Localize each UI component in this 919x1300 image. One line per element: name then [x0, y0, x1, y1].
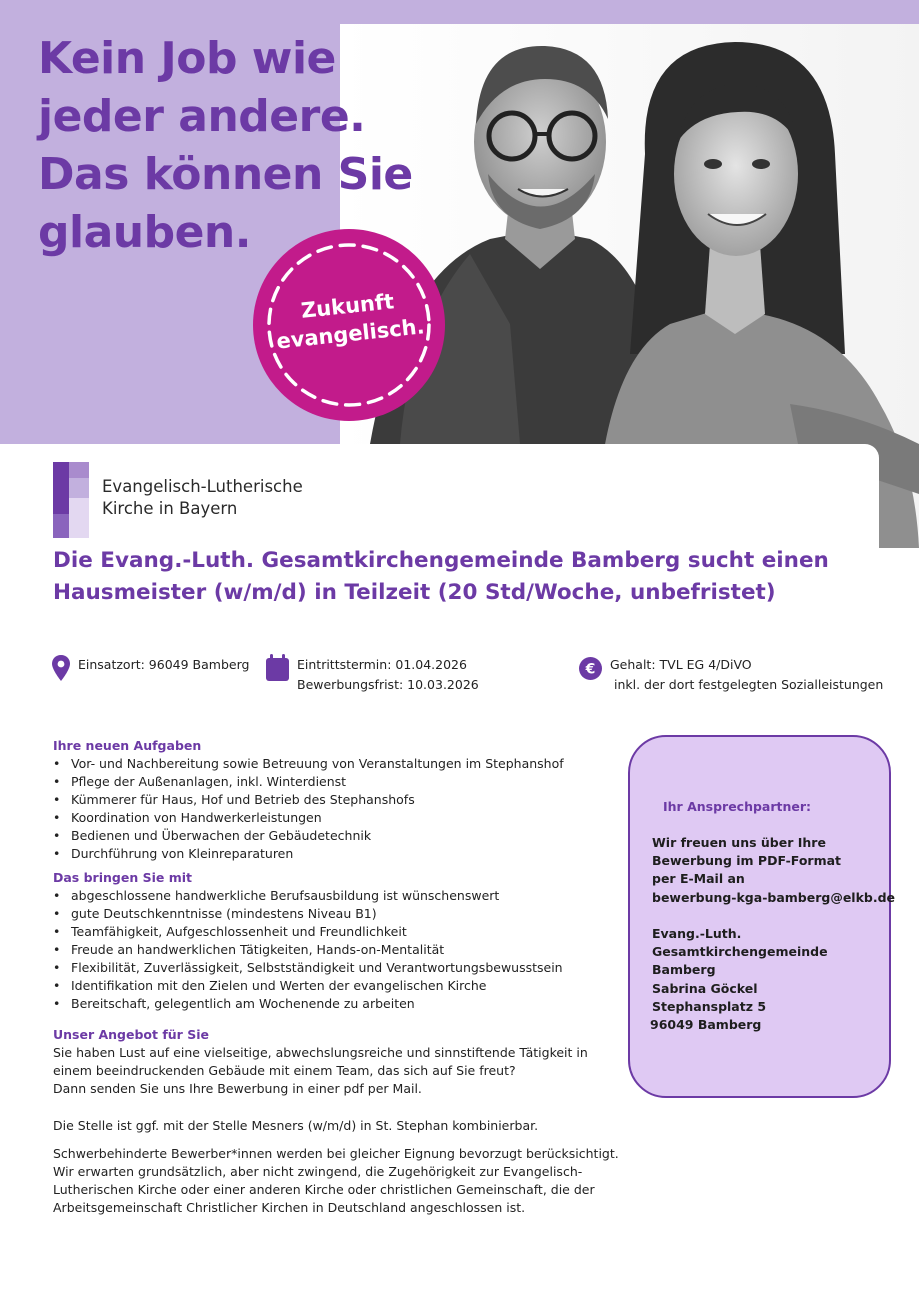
logo-line-2: Kirche in Bayern [102, 499, 238, 518]
location-text: Einsatzort: 96049 Bamberg [78, 657, 250, 672]
badge-line-1: Zukunft [299, 289, 396, 323]
spacer [652, 907, 895, 925]
address-line: Gesamtkirchengemeinde [652, 944, 828, 960]
logo-line-1: Evangelisch-Lutherische [102, 477, 303, 496]
list-item: • Identifikation mit den Zielen und Werten der evangelischen Kirche [53, 977, 623, 995]
equality-text-line: Arbeitsgemeinschaft Christlicher Kirchen in Deutschland angeschlossen ist. [53, 1199, 526, 1215]
deadline-text: Bewerbungsfrist: 10.03.2026 [297, 677, 479, 692]
address-line: Bamberg [652, 962, 716, 978]
list-item: • Flexibilität, Zuverlässigkeit, Selbstständigkeit und Verantwortungsbewusstsein [53, 959, 623, 977]
list-item: • Vor- und Nachbereitung sowie Betreuung von Veranstaltungen im Stephanshof [53, 755, 623, 773]
equality-text-line: Schwerbehinderte Bewerber*innen werden bei gleicher Eignung bevorzugt berücksichtigt. [53, 1145, 619, 1161]
headline-line-4: glauben. [38, 207, 251, 258]
salary-text: Gehalt: TVL EG 4/DiVO [610, 657, 752, 672]
list-item: • Bedienen und Überwachen der Gebäudetechnik [53, 827, 623, 845]
list-item: • Freude an handwerklichen Tätigkeiten, Hands-on-Mentalität [53, 941, 623, 959]
requirements-list [53, 887, 623, 1014]
equality-text-line: Wir erwarten grundsätzlich, aber nicht zwingend, die Zugehörigkeit zur Evangelisch- [53, 1163, 583, 1179]
requirements-heading: Das bringen Sie mit [53, 869, 192, 885]
headline-line-3: Das können Sie [38, 149, 413, 200]
job-title-line-1: Die Evang.-Luth. Gesamtkirchengemeinde Bamberg sucht einen [53, 548, 829, 573]
list-item: • Kümmerer für Haus, Hof und Betrieb des Stephanshofs [53, 791, 623, 809]
job-title [53, 545, 883, 609]
tasks-list [53, 755, 623, 864]
combination-note: Die Stelle ist ggf. mit der Stelle Mesners (w/m/d) in St. Stephan kombinierbar. [53, 1117, 539, 1133]
job-details [53, 737, 623, 1217]
euro-icon [579, 657, 602, 680]
elkb-logo-icon [53, 462, 89, 538]
address-line: Evang.-Luth. [652, 926, 742, 941]
address-line: Sabrina Göckel [652, 980, 758, 996]
address-line: 96049 Bamberg [650, 1017, 762, 1033]
location-pin-icon [52, 655, 70, 681]
equality-text-line: Lutherischen Kirche oder einer anderen Kirche oder christlichen Gemeinschaft, die der [53, 1181, 595, 1197]
offer-text-line: Dann senden Sie uns Ihre Bewerbung in einer pdf per Mail. [53, 1081, 422, 1097]
address-line: Stephansplatz 5 [652, 998, 767, 1014]
headline-line-2: jeder andere. [38, 91, 366, 142]
info-salary [610, 655, 883, 695]
list-item: • Pflege der Außenanlagen, inkl. Winterdienst [53, 773, 623, 791]
list-item: • Teamfähigkeit, Aufgeschlossenheit und Freundlichkeit [53, 923, 623, 941]
list-item: • Durchführung von Kleinreparaturen [53, 845, 623, 863]
contact-intro-line: Bewerbung im PDF-Format [652, 853, 842, 869]
offer-text-line: einem beeindruckenden Gebäude mit einem Team, das sich auf Sie freut? [53, 1063, 516, 1079]
tasks-heading: Ihre neuen Aufgaben [53, 738, 202, 753]
list-item: • Bereitschaft, gelegentlich am Wochenende zu arbeiten [53, 995, 623, 1013]
badge-line-2: evangelisch. [275, 314, 426, 354]
offer-heading: Unser Angebot für Sie [53, 1027, 209, 1043]
contact-details [652, 834, 895, 1034]
headline-line-1: Kein Job wie [38, 33, 336, 84]
list-item: • Koordination von Handwerkerleistungen [53, 809, 623, 827]
salary-note-text: inkl. der dort festgelegten Sozialleistungen [614, 677, 884, 692]
start-date-text: Eintrittstermin: 01.04.2026 [297, 657, 467, 672]
list-item: • abgeschlossene handwerkliche Berufsausbildung ist wünschenswert [53, 887, 623, 905]
list-item: • gute Deutschkenntnisse (mindestens Niveau B1) [53, 905, 623, 923]
contact-intro-line: Wir freuen uns über Ihre [652, 835, 826, 850]
contact-intro-line: per E-Mail an [652, 871, 745, 887]
job-title-line-2: Hausmeister (w/m/d) in Teilzeit (20 Std/Woche, unbefristet) [53, 580, 776, 605]
info-dates [297, 655, 479, 695]
contact-heading: Ihr Ansprechpartner: [663, 799, 812, 814]
offer-text-line: Sie haben Lust auf eine vielseitige, abwechslungsreiche und sinnstiftende Tätigkeit in [53, 1045, 588, 1061]
contact-email-link[interactable]: bewerbung-kga-bamberg@elkb.de [652, 889, 896, 905]
logo-wordmark [102, 476, 303, 520]
info-location [78, 655, 249, 675]
svg-text:€: € [585, 661, 596, 678]
calendar-icon [266, 654, 289, 681]
